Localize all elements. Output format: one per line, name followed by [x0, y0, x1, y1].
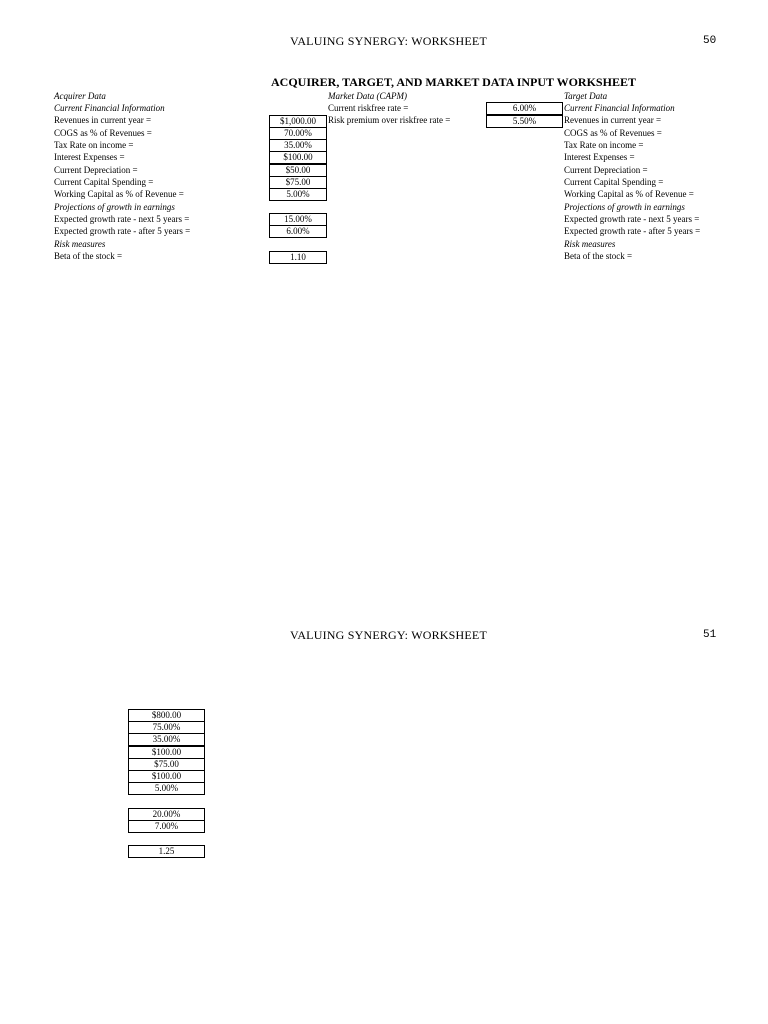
- acquirer-growth-next-label: Expected growth rate - next 5 years =: [54, 214, 190, 224]
- target-revenues-input[interactable]: $800.00: [128, 709, 205, 722]
- target-growth-after-label: Expected growth rate - after 5 years =: [564, 226, 701, 236]
- target-projections-heading: Projections of growth in earnings: [564, 202, 685, 212]
- worksheet-title: ACQUIRER, TARGET, AND MARKET DATA INPUT WORKSHEET: [271, 75, 636, 89]
- market-data-heading: Market Data (CAPM): [328, 91, 407, 101]
- target-wc-input[interactable]: 5.00%: [128, 782, 205, 795]
- acquirer-cogs-input[interactable]: 70.00%: [269, 127, 327, 140]
- target-tax-input[interactable]: 35.00%: [128, 733, 205, 746]
- page-header-2: VALUING SYNERGY: WORKSHEET: [290, 628, 487, 642]
- acquirer-financial-heading: Current Financial Information: [54, 103, 165, 113]
- target-tax-label: Tax Rate on income =: [564, 140, 644, 150]
- page-number: 50: [703, 35, 717, 47]
- acquirer-capex-label: Current Capital Spending =: [54, 177, 154, 187]
- target-interest-input[interactable]: $100.00: [128, 746, 205, 759]
- target-data-heading: Target Data: [564, 91, 608, 101]
- acquirer-cogs-label: COGS as % of Revenues =: [54, 128, 152, 138]
- acquirer-projections-heading: Projections of growth in earnings: [54, 202, 175, 212]
- acquirer-growth-next-input[interactable]: 15.00%: [269, 213, 327, 226]
- acquirer-depreciation-label: Current Depreciation =: [54, 165, 138, 175]
- acquirer-tax-label: Tax Rate on income =: [54, 140, 134, 150]
- page-header: VALUING SYNERGY: WORKSHEET: [290, 34, 487, 48]
- target-risk-heading: Risk measures: [564, 239, 616, 249]
- target-beta-label: Beta of the stock =: [564, 251, 633, 261]
- target-revenues-label: Revenues in current year =: [564, 115, 662, 125]
- target-growth-next-input[interactable]: 20.00%: [128, 808, 205, 821]
- riskfree-rate-label: Current riskfree rate =: [328, 103, 409, 113]
- target-cogs-input[interactable]: 75.00%: [128, 721, 205, 734]
- acquirer-wc-input[interactable]: 5.00%: [269, 188, 327, 201]
- page-number-2: 51: [703, 629, 717, 641]
- target-capex-input[interactable]: $100.00: [128, 770, 205, 783]
- acquirer-beta-input[interactable]: 1.10: [269, 251, 327, 264]
- acquirer-growth-after-label: Expected growth rate - after 5 years =: [54, 226, 191, 236]
- acquirer-wc-label: Working Capital as % of Revenue =: [54, 189, 184, 199]
- acquirer-growth-after-input[interactable]: 6.00%: [269, 225, 327, 238]
- target-financial-heading: Current Financial Information: [564, 103, 675, 113]
- target-beta-input[interactable]: 1.25: [128, 845, 205, 858]
- acquirer-interest-label: Interest Expenses =: [54, 152, 125, 162]
- acquirer-interest-input[interactable]: $100.00: [269, 151, 327, 164]
- target-interest-label: Interest Expenses =: [564, 152, 635, 162]
- target-growth-next-label: Expected growth rate - next 5 years =: [564, 214, 700, 224]
- risk-premium-label: Risk premium over riskfree rate =: [328, 115, 451, 125]
- acquirer-revenues-input[interactable]: $1,000.00: [269, 115, 327, 128]
- acquirer-risk-heading: Risk measures: [54, 239, 106, 249]
- acquirer-depreciation-input[interactable]: $50.00: [269, 164, 327, 177]
- acquirer-revenues-label: Revenues in current year =: [54, 115, 152, 125]
- acquirer-capex-input[interactable]: $75.00: [269, 176, 327, 189]
- riskfree-rate-input[interactable]: 6.00%: [486, 102, 563, 115]
- target-growth-after-input[interactable]: 7.00%: [128, 820, 205, 833]
- target-depreciation-label: Current Depreciation =: [564, 165, 648, 175]
- target-depreciation-input[interactable]: $75.00: [128, 758, 205, 771]
- target-cogs-label: COGS as % of Revenues =: [564, 128, 662, 138]
- risk-premium-input[interactable]: 5.50%: [486, 115, 563, 128]
- acquirer-tax-input[interactable]: 35.00%: [269, 139, 327, 152]
- target-wc-label: Working Capital as % of Revenue =: [564, 189, 694, 199]
- acquirer-data-heading: Acquirer Data: [54, 91, 106, 101]
- acquirer-beta-label: Beta of the stock =: [54, 251, 123, 261]
- target-capex-label: Current Capital Spending =: [564, 177, 664, 187]
